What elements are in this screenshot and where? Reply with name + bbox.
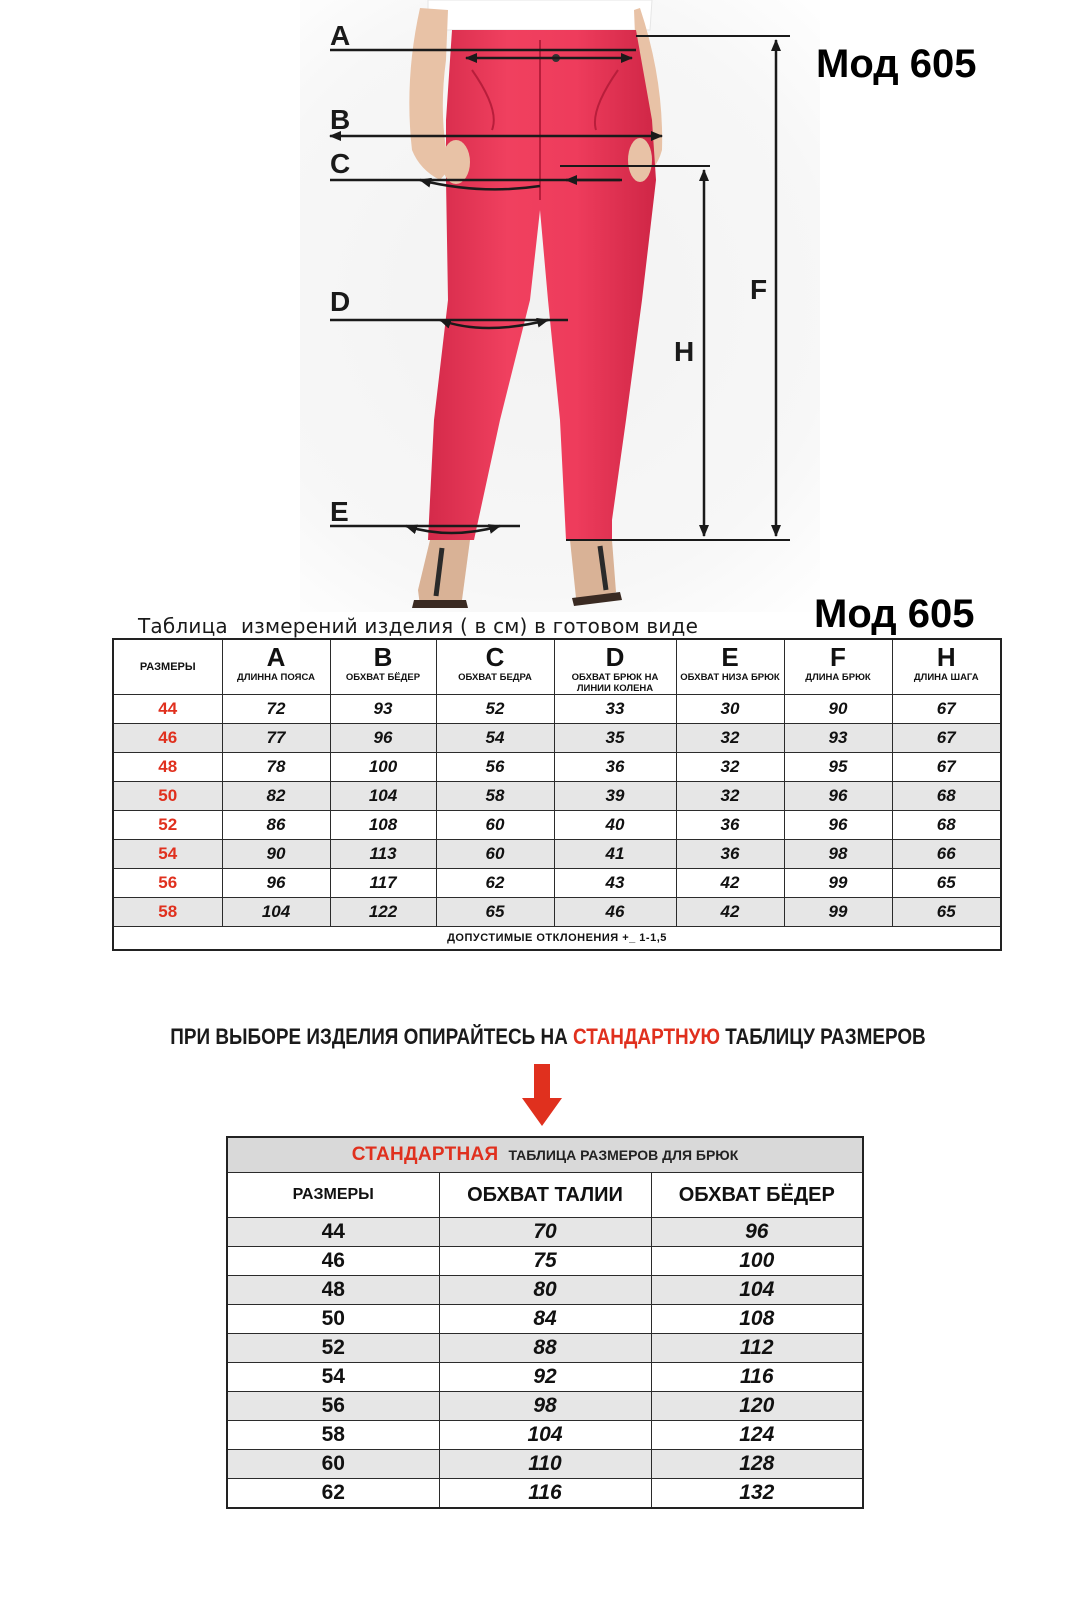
value-cell: 98 xyxy=(784,840,892,869)
size-cell: 52 xyxy=(113,811,222,840)
value-cell: 52 xyxy=(436,695,554,724)
measurements-footer-row xyxy=(113,927,1001,951)
note-text-before: ПРИ ВЫБОРЕ ИЗДЕЛИЯ ОПИРАЙТЕСЬ НА xyxy=(170,1024,574,1049)
value-cell: 32 xyxy=(676,753,784,782)
value-cell: 58 xyxy=(436,782,554,811)
value-cell: 39 xyxy=(554,782,676,811)
value-cell: 65 xyxy=(436,898,554,927)
standard-title xyxy=(227,1137,863,1173)
header-col-c xyxy=(436,639,554,695)
table-row xyxy=(227,1334,863,1363)
size-cell: 58 xyxy=(227,1421,439,1450)
waist-cell: 75 xyxy=(439,1247,651,1276)
model-label-top: Мод 605 xyxy=(816,42,977,86)
size-cell: 60 xyxy=(227,1450,439,1479)
value-cell: 43 xyxy=(554,869,676,898)
value-cell: 78 xyxy=(222,753,330,782)
table-row xyxy=(113,695,1001,724)
value-cell: 117 xyxy=(330,869,436,898)
table-row xyxy=(227,1247,863,1276)
size-cell: 50 xyxy=(113,782,222,811)
value-cell: 36 xyxy=(676,811,784,840)
value-cell: 67 xyxy=(892,695,1001,724)
col-desc: ОБХВАТ БРЮК НА ЛИНИИ КОЛЕНА xyxy=(571,672,659,694)
value-cell: 90 xyxy=(222,840,330,869)
table-row xyxy=(113,898,1001,927)
header-col-d xyxy=(554,639,676,695)
col-letter: C xyxy=(485,642,505,672)
table-row xyxy=(113,811,1001,840)
value-cell: 93 xyxy=(784,724,892,753)
value-cell: 96 xyxy=(784,782,892,811)
header-sizes: РАЗМЕРЫ xyxy=(113,639,222,695)
value-cell: 60 xyxy=(436,811,554,840)
value-cell: 65 xyxy=(892,898,1001,927)
measurements-body xyxy=(113,695,1001,927)
col-desc: ДЛИНА ШАГА xyxy=(913,672,979,683)
col-letter: D xyxy=(605,642,625,672)
value-cell: 86 xyxy=(222,811,330,840)
table-row xyxy=(227,1305,863,1334)
standard-body xyxy=(227,1218,863,1509)
right-hand xyxy=(628,138,652,182)
hips-cell: 116 xyxy=(651,1363,863,1392)
value-cell: 68 xyxy=(892,811,1001,840)
size-cell: 46 xyxy=(227,1247,439,1276)
standard-header-row xyxy=(227,1173,863,1218)
value-cell: 54 xyxy=(436,724,554,753)
table-row xyxy=(227,1276,863,1305)
standard-title-rest: ТАБЛИЦА РАЗМЕРОВ ДЛЯ БРЮК xyxy=(508,1147,739,1163)
value-cell: 99 xyxy=(784,869,892,898)
value-cell: 100 xyxy=(330,753,436,782)
dim-label-f: F xyxy=(750,274,768,305)
value-cell: 67 xyxy=(892,753,1001,782)
size-cell: 52 xyxy=(227,1334,439,1363)
size-cell: 62 xyxy=(227,1479,439,1509)
white-top xyxy=(428,0,652,30)
value-cell: 56 xyxy=(436,753,554,782)
table-row xyxy=(113,869,1001,898)
hips-cell: 132 xyxy=(651,1479,863,1509)
value-cell: 30 xyxy=(676,695,784,724)
col-letter: F xyxy=(830,642,846,672)
header-col-a xyxy=(222,639,330,695)
value-cell: 66 xyxy=(892,840,1001,869)
size-cell: 56 xyxy=(113,869,222,898)
size-cell: 44 xyxy=(113,695,222,724)
dim-label-e: E xyxy=(330,496,349,527)
table-row xyxy=(227,1450,863,1479)
value-cell: 113 xyxy=(330,840,436,869)
value-cell: 72 xyxy=(222,695,330,724)
value-cell: 77 xyxy=(222,724,330,753)
down-arrow-icon xyxy=(522,1064,562,1126)
table-row xyxy=(227,1392,863,1421)
dim-label-b: B xyxy=(330,104,351,135)
value-cell: 93 xyxy=(330,695,436,724)
waist-cell: 80 xyxy=(439,1276,651,1305)
value-cell: 46 xyxy=(554,898,676,927)
table-row xyxy=(227,1479,863,1509)
table-row xyxy=(113,840,1001,869)
measurements-table xyxy=(112,638,1002,951)
header-col-h xyxy=(892,639,1001,695)
value-cell: 67 xyxy=(892,724,1001,753)
size-cell: 48 xyxy=(113,753,222,782)
size-cell: 54 xyxy=(113,840,222,869)
hips-cell: 96 xyxy=(651,1218,863,1247)
size-advice-note xyxy=(77,1024,1020,1050)
measurements-caption: Таблица измерений изделия ( в см) в готовом виде xyxy=(138,614,699,638)
table-row xyxy=(227,1421,863,1450)
dim-label-c: C xyxy=(330,148,351,179)
standard-title-row xyxy=(227,1137,863,1173)
tolerance-note: ДОПУСТИМЫЕ ОТКЛОНЕНИЯ +_ 1-1,5 xyxy=(113,927,1001,951)
value-cell: 41 xyxy=(554,840,676,869)
waist-cell: 98 xyxy=(439,1392,651,1421)
size-cell: 50 xyxy=(227,1305,439,1334)
waist-cell: 92 xyxy=(439,1363,651,1392)
value-cell: 32 xyxy=(676,724,784,753)
hips-cell: 104 xyxy=(651,1276,863,1305)
value-cell: 104 xyxy=(222,898,330,927)
waist-cell: 88 xyxy=(439,1334,651,1363)
standard-header-waist: ОБХВАТ ТАЛИИ xyxy=(439,1173,651,1218)
hips-cell: 108 xyxy=(651,1305,863,1334)
size-cell: 46 xyxy=(113,724,222,753)
value-cell: 95 xyxy=(784,753,892,782)
size-cell: 56 xyxy=(227,1392,439,1421)
value-cell: 36 xyxy=(554,753,676,782)
col-letter: B xyxy=(373,642,393,672)
standard-size-table xyxy=(226,1136,864,1509)
model-label-table: Мод 605 xyxy=(814,592,975,636)
waist-cell: 110 xyxy=(439,1450,651,1479)
value-cell: 33 xyxy=(554,695,676,724)
value-cell: 104 xyxy=(330,782,436,811)
size-cell: 44 xyxy=(227,1218,439,1247)
note-text-after: ТАБЛИЦУ РАЗМЕРОВ xyxy=(719,1024,926,1049)
value-cell: 96 xyxy=(222,869,330,898)
measurements-header-row xyxy=(113,639,1001,695)
pants-illustration xyxy=(0,0,1066,612)
value-cell: 68 xyxy=(892,782,1001,811)
value-cell: 65 xyxy=(892,869,1001,898)
col-desc: ОБХВАТ НИЗА БРЮК xyxy=(680,672,780,683)
left-hand xyxy=(442,140,470,184)
hips-cell: 128 xyxy=(651,1450,863,1479)
waist-cell: 70 xyxy=(439,1218,651,1247)
size-cell: 58 xyxy=(113,898,222,927)
value-cell: 96 xyxy=(784,811,892,840)
size-cell: 54 xyxy=(227,1363,439,1392)
value-cell: 82 xyxy=(222,782,330,811)
header-col-e xyxy=(676,639,784,695)
header-col-b xyxy=(330,639,436,695)
table-row xyxy=(227,1363,863,1392)
value-cell: 32 xyxy=(676,782,784,811)
value-cell: 36 xyxy=(676,840,784,869)
table-row xyxy=(227,1218,863,1247)
value-cell: 42 xyxy=(676,869,784,898)
header-col-f xyxy=(784,639,892,695)
value-cell: 62 xyxy=(436,869,554,898)
value-cell: 60 xyxy=(436,840,554,869)
col-desc: ОБХВАТ БЁДЕР xyxy=(345,672,421,683)
value-cell: 40 xyxy=(554,811,676,840)
col-desc: ОБХВАТ БЕДРА xyxy=(458,672,532,683)
waist-cell: 104 xyxy=(439,1421,651,1450)
standard-title-accent: СТАНДАРТНАЯ xyxy=(351,1144,499,1165)
value-cell: 99 xyxy=(784,898,892,927)
value-cell: 42 xyxy=(676,898,784,927)
hips-cell: 100 xyxy=(651,1247,863,1276)
col-desc: ДЛИНА БРЮК xyxy=(805,672,871,683)
hips-cell: 120 xyxy=(651,1392,863,1421)
table-row xyxy=(113,782,1001,811)
waist-cell: 116 xyxy=(439,1479,651,1509)
table-row xyxy=(113,753,1001,782)
col-letter: E xyxy=(721,642,739,672)
table-row xyxy=(113,724,1001,753)
col-letter: A xyxy=(266,642,286,672)
value-cell: 35 xyxy=(554,724,676,753)
value-cell: 108 xyxy=(330,811,436,840)
waist-cell: 84 xyxy=(439,1305,651,1334)
dim-label-a: A xyxy=(330,20,351,51)
col-desc: ДЛИННА ПОЯСА xyxy=(237,672,315,683)
value-cell: 122 xyxy=(330,898,436,927)
value-cell: 90 xyxy=(784,695,892,724)
value-cell: 96 xyxy=(330,724,436,753)
pants-measurement-figure xyxy=(0,0,1066,612)
standard-header-sizes: РАЗМЕРЫ xyxy=(227,1173,439,1218)
col-letter: H xyxy=(936,642,956,672)
size-cell: 48 xyxy=(227,1276,439,1305)
note-text-accent: СТАНДАРТНУЮ xyxy=(573,1024,720,1049)
dim-label-h: H xyxy=(674,336,695,367)
standard-header-hips: ОБХВАТ БЁДЕР xyxy=(651,1173,863,1218)
hips-cell: 112 xyxy=(651,1334,863,1363)
dim-label-d: D xyxy=(330,286,351,317)
hips-cell: 124 xyxy=(651,1421,863,1450)
